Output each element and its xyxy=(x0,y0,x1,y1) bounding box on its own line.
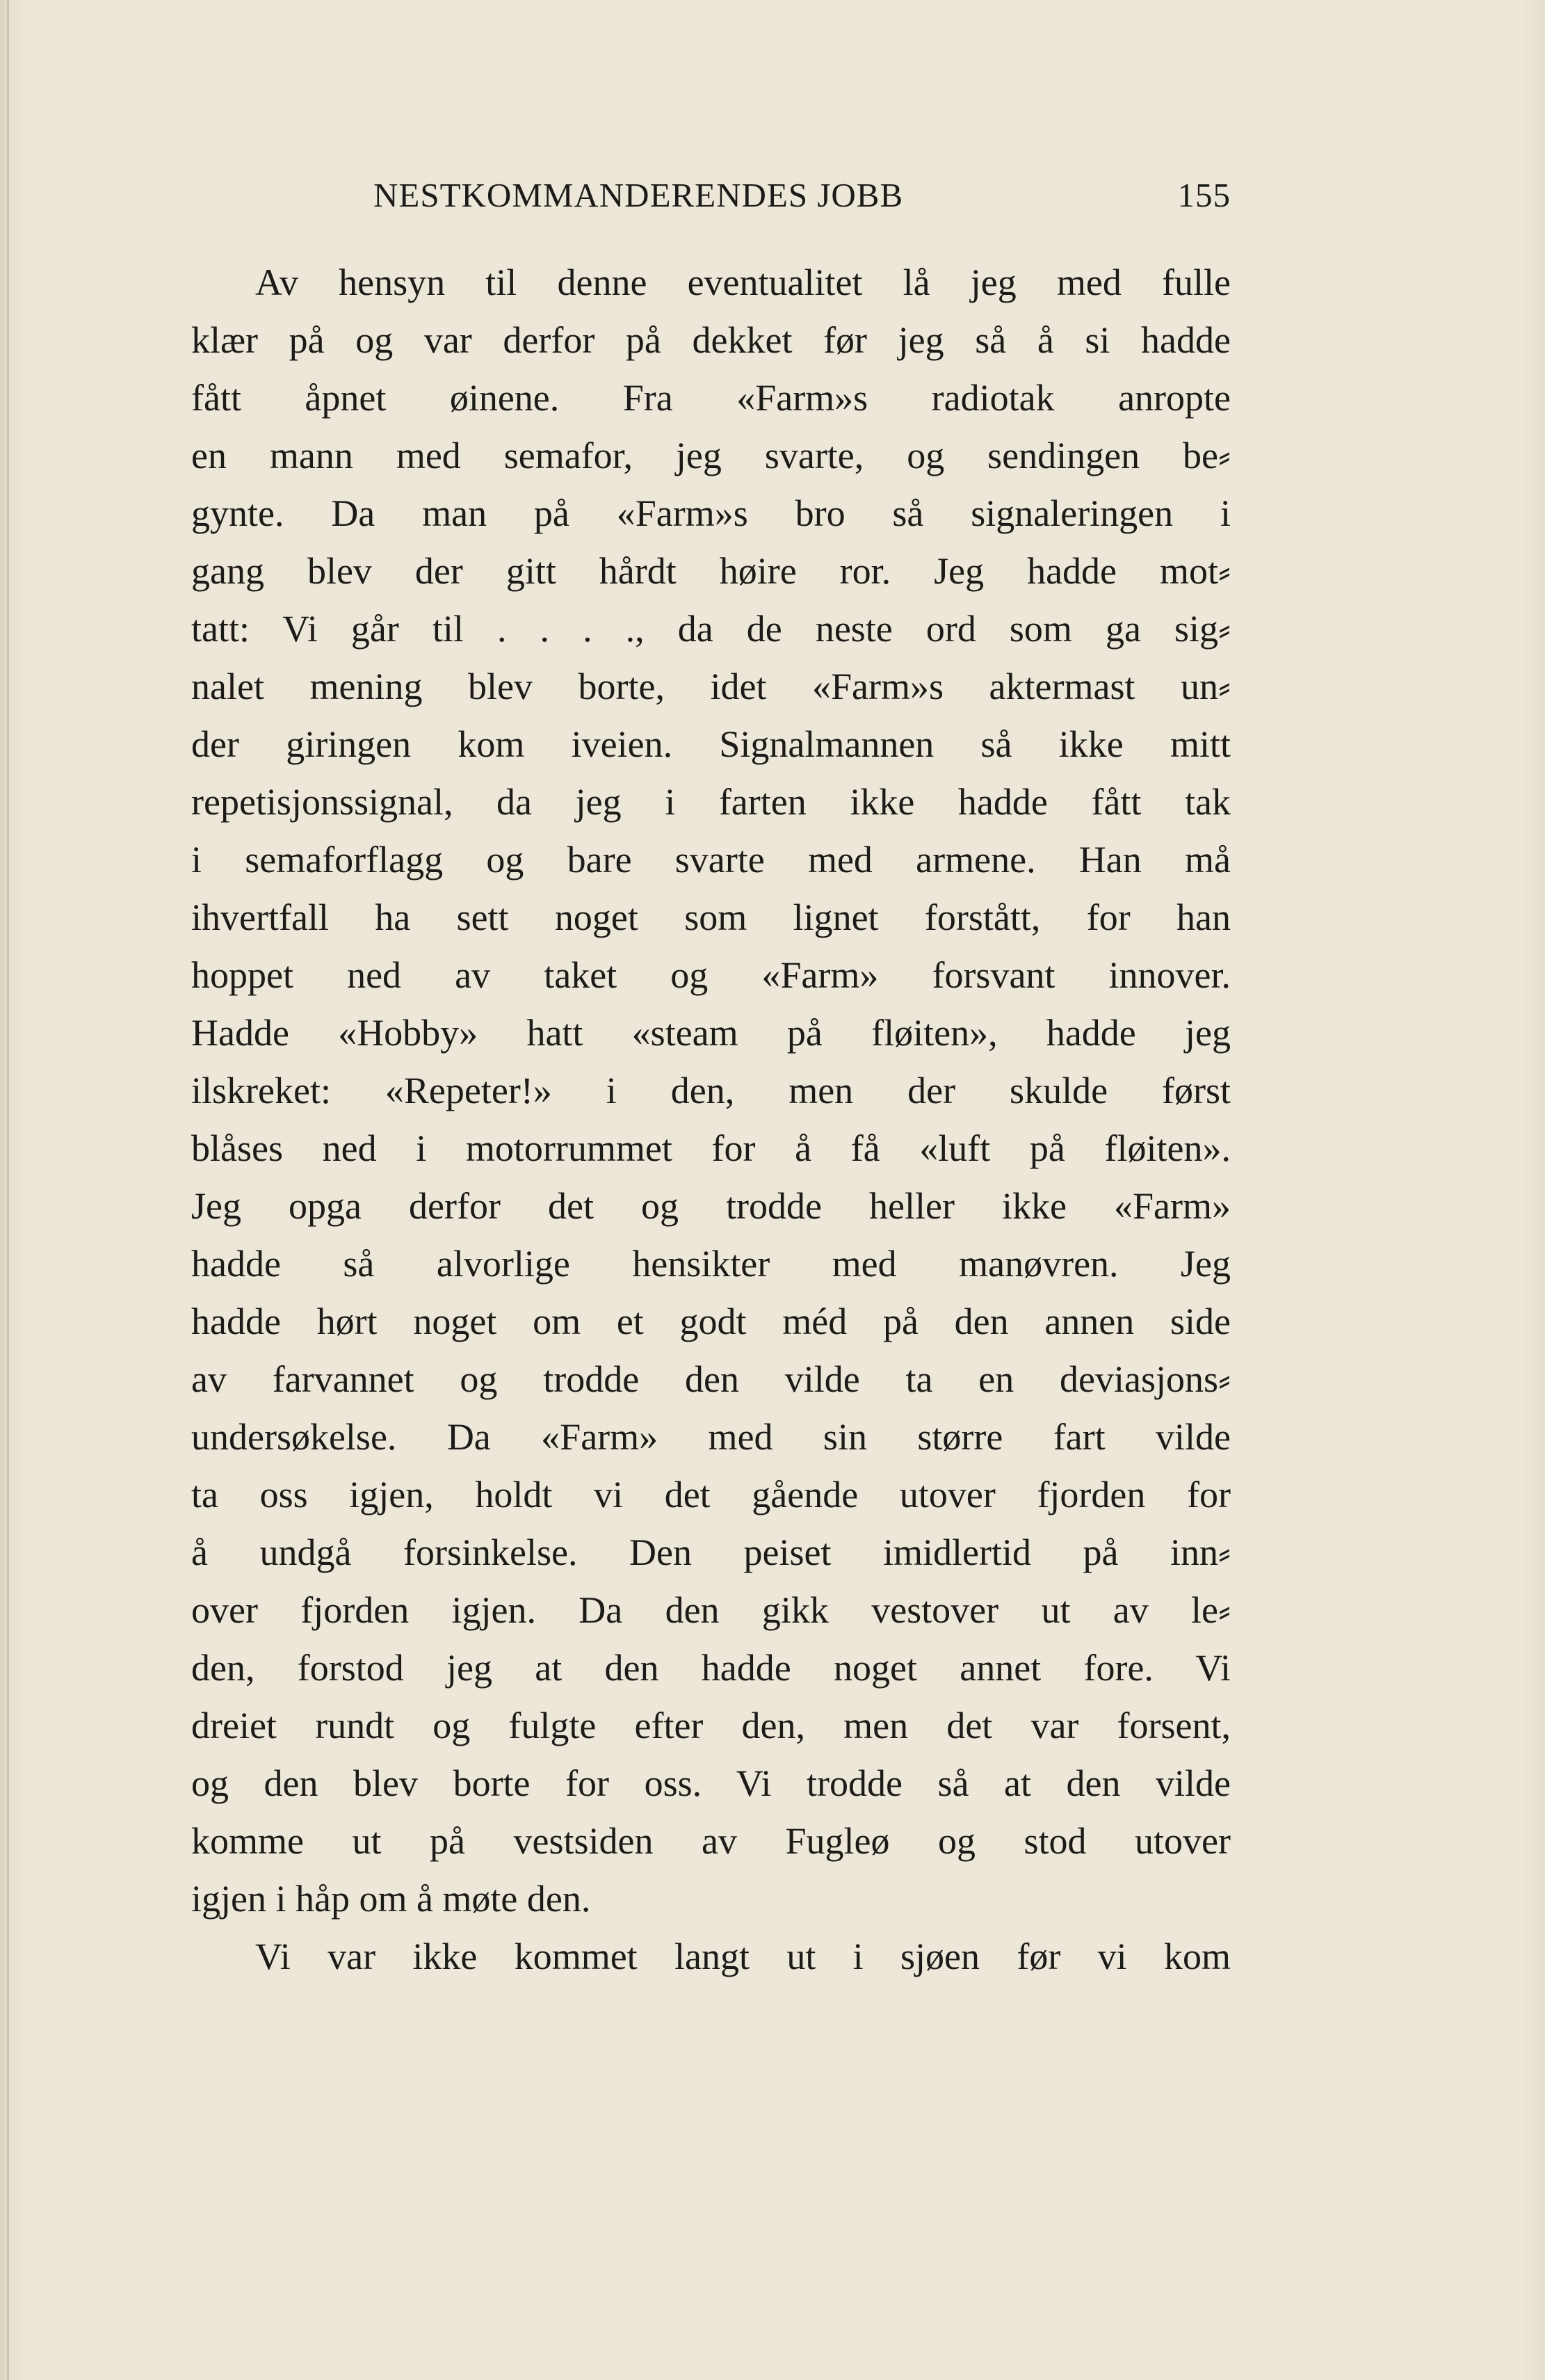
text-line: å undgå forsinkelse. Den peiset imidlertid på inn⸗ xyxy=(191,1531,1231,1573)
text-line: ta oss igjen, holdt vi det gående utover fjorden for xyxy=(191,1474,1231,1515)
text-line: Hadde «Hobby» hatt «steam på fløiten», hadde jeg xyxy=(191,1012,1231,1054)
text-line: dreiet rundt og fulgte efter den, men det var forsent, xyxy=(191,1705,1231,1746)
text-line: gang blev der gitt hårdt høire ror. Jeg hadde mot⸗ xyxy=(191,550,1231,592)
text-line: ilskreket: «Repeter!» i den, men der skulde først xyxy=(191,1070,1231,1111)
text-line: undersøkelse. Da «Farm» med sin større fart vilde xyxy=(191,1416,1231,1458)
text-line: igjen i håp om å møte den. xyxy=(191,1878,591,1920)
text-line: klær på og var derfor på dekket før jeg så å si hadde xyxy=(191,319,1231,361)
text-line: den, forstod jeg at den hadde noget annet fore. Vi xyxy=(191,1647,1231,1689)
text-line: repetisjonssignal, da jeg i farten ikke hadde fått tak xyxy=(191,781,1231,823)
text-line: tatt: Vi går til . . . ., da de neste ord som ga sig⸗ xyxy=(191,608,1231,650)
text-line: hadde hørt noget om et godt méd på den annen side xyxy=(191,1301,1231,1342)
text-line: ihvertfall ha sett noget som lignet forstått, for han xyxy=(191,896,1231,938)
page-number: 155 xyxy=(1177,176,1231,214)
text-line: nalet mening blev borte, idet «Farm»s aktermast un⸗ xyxy=(191,666,1231,707)
text-line: en mann med semafor, jeg svarte, og sendingen be⸗ xyxy=(191,435,1231,476)
running-head xyxy=(191,175,1231,224)
text-line: komme ut på vestsiden av Fugleø og stod utover xyxy=(191,1820,1231,1862)
text-line: Vi var ikke kommet langt ut i sjøen før vi kom xyxy=(255,1936,1231,1977)
chapter-title: NESTKOMMANDERENDES JOBB xyxy=(373,176,904,214)
text-line: blåses ned i motorrummet for å få «luft på fløiten». xyxy=(191,1127,1231,1169)
text-line: i semaforflagg og bare svarte med armene. Han må xyxy=(191,839,1231,881)
text-line: gynte. Da man på «Farm»s bro så signaleringen i xyxy=(191,492,1231,534)
text-line: og den blev borte for oss. Vi trodde så at den vilde xyxy=(191,1762,1231,1804)
text-line: over fjorden igjen. Da den gikk vestover ut av le⸗ xyxy=(191,1589,1231,1631)
text-line: av farvannet og trodde den vilde ta en deviasjons⸗ xyxy=(191,1358,1231,1400)
body-text xyxy=(191,254,1231,1986)
text-line: der giringen kom iveien. Signalmannen så ikke mitt xyxy=(191,723,1231,765)
text-line: hoppet ned av taket og «Farm» forsvant innover. xyxy=(191,954,1231,996)
text-line: hadde så alvorlige hensikter med manøvren. Jeg xyxy=(191,1243,1231,1285)
text-line: fått åpnet øinene. Fra «Farm»s radiotak anropte xyxy=(191,377,1231,419)
text-line: Av hensyn til denne eventualitet lå jeg med fulle xyxy=(255,262,1231,303)
text-line: Jeg opga derfor det og trodde heller ikke «Farm» xyxy=(191,1185,1231,1227)
page-edge xyxy=(7,0,9,2380)
